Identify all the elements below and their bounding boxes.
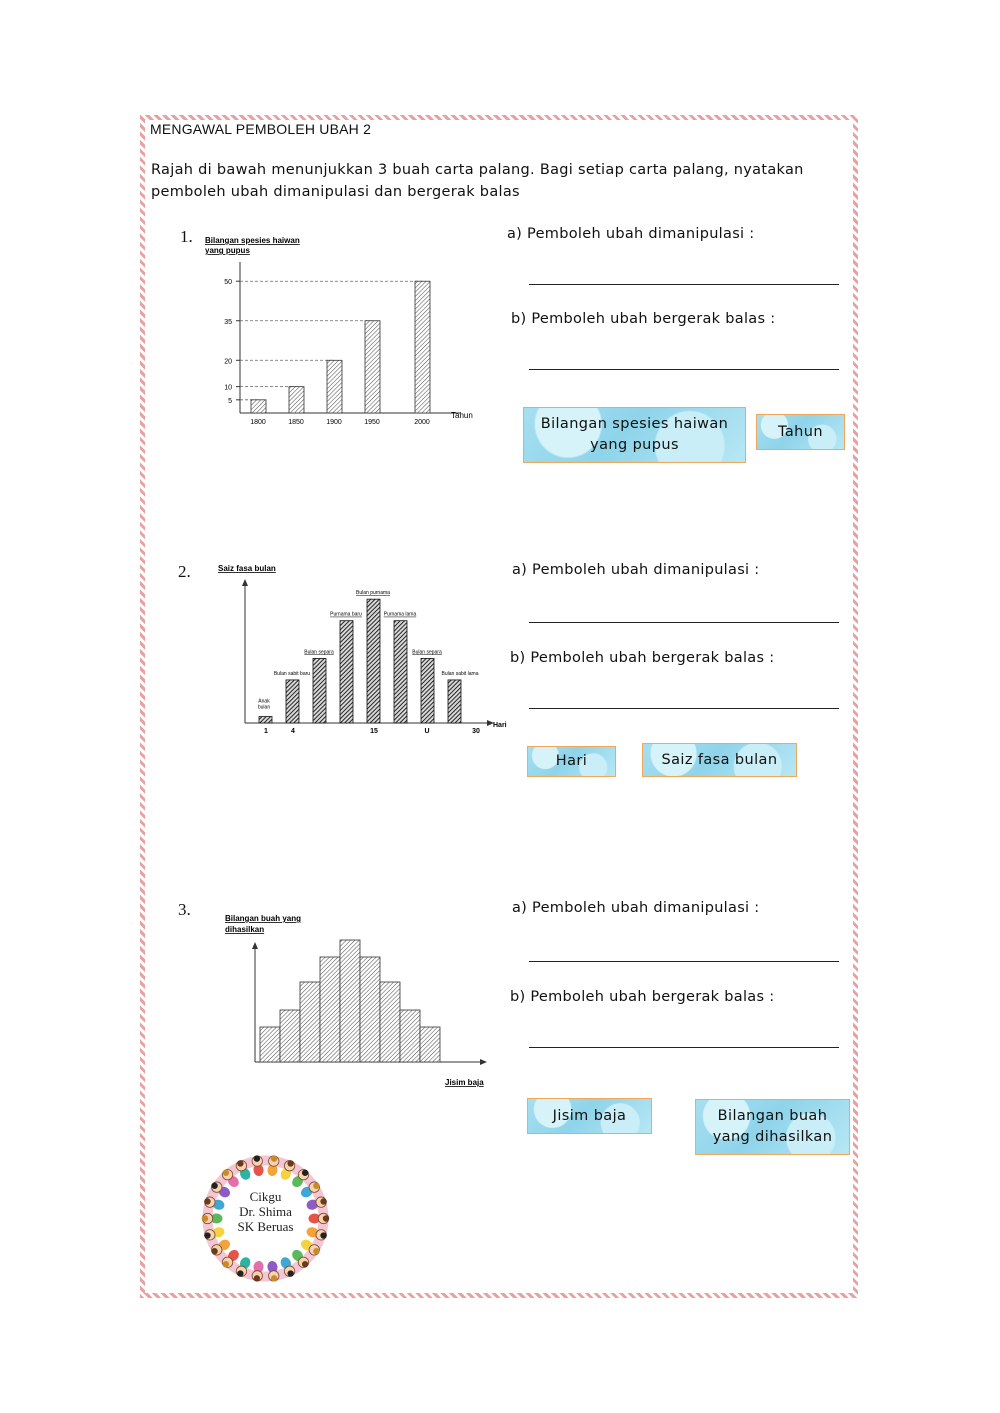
chart-1-bar: [365, 321, 380, 413]
chart-2-y-arrow: [242, 579, 248, 586]
logo-child-hair: [323, 1215, 329, 1221]
answer-chip[interactable]: Tahun: [756, 414, 845, 450]
question-b: b) Pemboleh ubah bergerak balas :: [511, 311, 776, 327]
chart-3: [215, 910, 500, 1090]
logo-child-hair: [211, 1248, 217, 1254]
chart-2-bar: [367, 599, 380, 723]
chart-2-bar: [286, 680, 299, 723]
chart-2-bar: [340, 621, 353, 723]
chart-1-ytick-label: 50: [224, 279, 232, 287]
logo-child-hair: [271, 1155, 277, 1161]
chart-2-annotation: Bulan separa: [412, 649, 442, 656]
chart-1-bar: [289, 387, 304, 413]
chart-1-xlabel: Tahun: [451, 411, 473, 420]
logo-child-hair: [202, 1215, 208, 1221]
chart-2-bar: [394, 621, 407, 723]
chart-2-xtick-label: 15: [370, 728, 378, 735]
logo-child-hair: [237, 1270, 243, 1276]
chart-1-bar: [415, 281, 430, 413]
answer-line-b[interactable]: [529, 1047, 839, 1048]
worksheet-instructions: Rajah di bawah menunjukkan 3 buah carta palang. Bagi setiap carta palang, nyatakan pemboleh ubah dimanipulasi dan bergerak balas: [151, 162, 804, 200]
question-b: b) Pemboleh ubah bergerak balas :: [510, 650, 775, 666]
chart-1-ylabel: Bilangan spesies haiwan: [205, 236, 300, 245]
logo-child-hair: [320, 1198, 326, 1204]
chart-2-bar: [421, 658, 434, 723]
chart-1: [195, 232, 485, 432]
answer-line-b[interactable]: [529, 369, 839, 370]
chart-2-xtick-label: 4: [291, 728, 295, 735]
logo-child-hair: [223, 1261, 229, 1267]
logo-child-hair: [313, 1248, 319, 1254]
chart-1-ytick-label: 35: [224, 318, 232, 326]
logo-child-hair: [320, 1232, 326, 1238]
answer-line-a[interactable]: [529, 622, 839, 623]
chart-2-annotation: Bulan separa: [304, 649, 334, 656]
chart-1-xtick-label: 1950: [364, 419, 380, 426]
chart-2-xtick-label: 1: [264, 728, 268, 735]
chart-3-bar: [380, 982, 400, 1062]
question-number: 3.: [178, 900, 191, 919]
worksheet-title: MENGAWAL PEMBOLEH UBAH 2: [150, 121, 372, 137]
chart-3-xlabel: Jisim baja: [445, 1078, 484, 1087]
chart-3-y-arrow: [252, 942, 258, 949]
chart-2-xlabel: Hari: [493, 722, 507, 729]
answer-chip[interactable]: Bilangan buah yang dihasilkan: [695, 1099, 850, 1155]
chart-3-ylabel: dihasilkan: [225, 925, 265, 934]
chart-1-xtick-label: 1850: [288, 419, 304, 426]
chart-3-bar: [300, 982, 320, 1062]
chart-2-annotation: bulan: [257, 704, 271, 711]
chart-3-x-arrow: [480, 1059, 487, 1065]
chart-2-bar: [313, 658, 326, 723]
logo-child-hair: [204, 1232, 210, 1238]
chart-3-bar: [280, 1010, 300, 1062]
chart-1-ytick-label: 10: [224, 384, 232, 392]
answer-chip[interactable]: Hari: [527, 746, 616, 777]
logo-child-hair: [302, 1170, 308, 1176]
answer-chip[interactable]: Jisim baja: [527, 1098, 652, 1134]
chart-2-xtick-label: U: [424, 728, 430, 735]
chart-3-bar: [400, 1010, 420, 1062]
question-a: a) Pemboleh ubah dimanipulasi :: [507, 226, 755, 242]
logo-child-hair: [254, 1275, 260, 1281]
chart-1-xtick-label: 2000: [414, 419, 430, 426]
logo-child-hair: [204, 1198, 210, 1204]
chart-1-xtick-label: 1900: [326, 419, 342, 426]
chart-3-bar: [320, 957, 340, 1062]
chart-2-annotation: Purnama lama: [383, 611, 417, 618]
chart-1-xtick-label: 1800: [250, 419, 266, 426]
chart-1-ylabel: yang pupus: [205, 246, 250, 255]
chart-3-bar: [420, 1027, 440, 1062]
chart-1-bar: [251, 400, 266, 413]
answer-line-a[interactable]: [529, 961, 839, 962]
answer-line-b[interactable]: [529, 708, 839, 709]
logo-child-hair: [302, 1261, 308, 1267]
chart-2: [210, 560, 510, 740]
chart-3-bar: [340, 940, 360, 1062]
logo-text: Cikgu Dr. Shima SK Beruas: [237, 1189, 294, 1234]
question-number: 2.: [178, 562, 191, 581]
question-a: a) Pemboleh ubah dimanipulasi :: [512, 900, 760, 916]
logo-child-hair: [254, 1155, 260, 1161]
logo-child-hair: [287, 1160, 293, 1166]
answer-chip[interactable]: Bilangan spesies haiwan yang pupus: [523, 407, 746, 463]
logo-child-hair: [223, 1170, 229, 1176]
chart-2-annotation: Bulan sabit lama: [441, 670, 479, 677]
answer-line-a[interactable]: [529, 284, 839, 285]
chart-1-ytick-label: 20: [224, 358, 232, 366]
question-number: 1.: [180, 227, 193, 246]
question-a: a) Pemboleh ubah dimanipulasi :: [512, 562, 760, 578]
chart-2-ylabel: Saiz fasa bulan: [218, 564, 276, 573]
chart-2-annotation: Purnama baru: [330, 611, 362, 618]
chart-2-annotation: Bulan sabit baru: [273, 670, 311, 677]
chart-3-ylabel: Bilangan buah yang: [225, 914, 302, 923]
logo-child-hair: [237, 1160, 243, 1166]
logo-child-hair: [287, 1270, 293, 1276]
question-b: b) Pemboleh ubah bergerak balas :: [510, 989, 775, 1005]
chart-2-annotation: Anak: [258, 698, 270, 705]
logo-child-hair: [271, 1275, 277, 1281]
chart-1-ytick-label: 5: [228, 397, 232, 405]
chart-1-bar: [327, 360, 342, 413]
chart-2-annotation: Bulan purnama: [356, 590, 390, 597]
chart-2-bar: [448, 680, 461, 723]
answer-chip[interactable]: Saiz fasa bulan: [642, 743, 797, 777]
chart-2-bar: [259, 717, 272, 723]
chart-3-bar: [360, 957, 380, 1062]
chart-2-xtick-label: 30: [472, 728, 480, 735]
chart-3-bar: [260, 1027, 280, 1062]
